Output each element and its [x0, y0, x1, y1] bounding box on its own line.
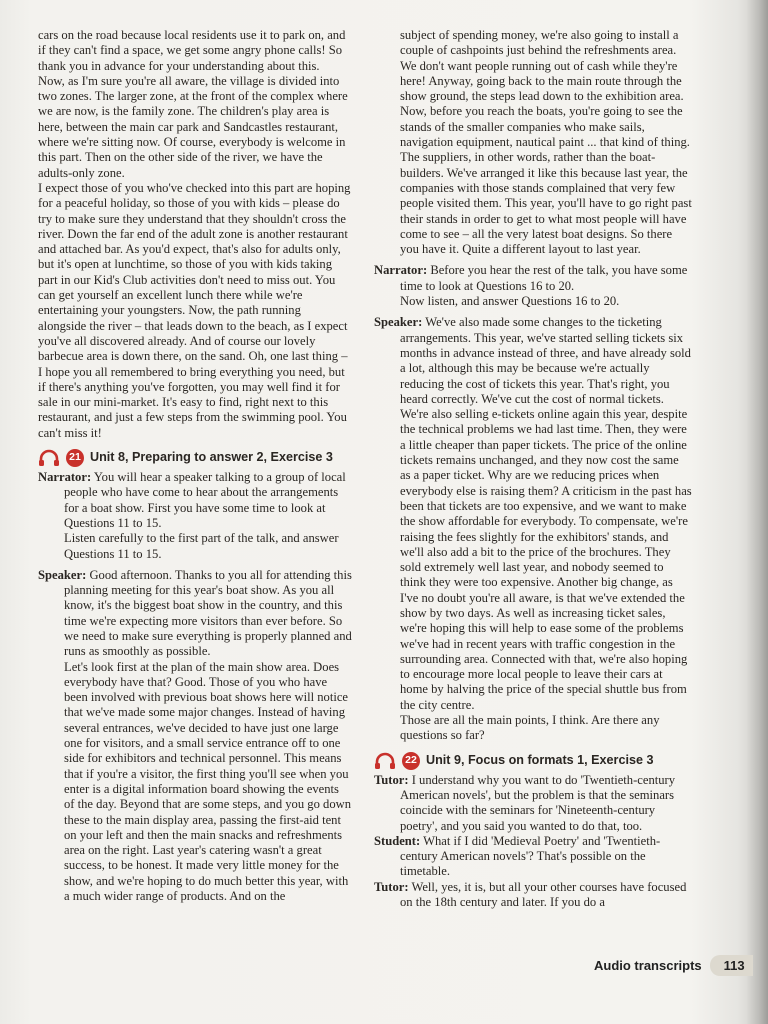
turn-text: Before you hear the rest of the talk, you have some time to look at Questions 16 to 20. — [400, 263, 688, 293]
turn-text: You will hear a speaker talking to a group of local people who have come to hear about the arrangements for a boat show. First you have some time to look at Questions 11 to 15. — [64, 470, 346, 530]
track-number-badge: 21 — [66, 449, 84, 467]
speaker-label: Speaker: — [38, 567, 87, 582]
speaker-turn-continued: subject of spending money, we're also going to install a couple of cashpoints just behind the refreshments area. We don't want people running out of cash while they're here! Anyway, going back to the main route through the show ground, the steps lead down to the exhibition area. Now, before you reach the boats, you're going to see the stands of the smaller companies who make sails, navigation equipment, nautical paint ... that kind of thing. The suppliers, in other words, rather than the boat-builders. We've arranged it like this because last year, the companies with those stands complained that very few people visited them. This year, you'll have to go right past their stands in order to get to what most people will have come to see – all the very latest boat designs. So there you have it. Quite a different layout to last year. — [400, 28, 692, 257]
page-number: 113 — [710, 955, 753, 976]
narrator-turn — [374, 263, 692, 294]
headphones-icon — [38, 449, 60, 467]
right-column — [374, 28, 692, 910]
turn-text: What if I did 'Medieval Poetry' and 'Twentieth-century American novels'? That's possible on the timetable. — [400, 833, 661, 879]
section-heading-22 — [374, 752, 692, 770]
speaker-label: Tutor: — [374, 772, 409, 787]
narrator-turn-continued: Now listen, and answer Questions 16 to 20. — [400, 294, 620, 309]
turn-text: Good afternoon. Thanks to you all for attending this planning meeting for this year's boat show. As you all know, it's the biggest boat show in the country, and this time we're expecting more visitors than ever before. So we need to make sure everything is properly planned and runs as smoothly as possible. — [64, 567, 352, 659]
speaker-label: Narrator: — [38, 470, 92, 485]
headphones-icon — [374, 752, 396, 770]
tutor-turn — [374, 773, 692, 834]
section-heading-21 — [38, 449, 352, 467]
binding-shadow — [746, 0, 768, 1024]
speaker-turn-continued: Let's look first at the plan of the main show area. Does everybody have that? Good. Those of you who have been involved with previous boat shows here will notice that we've made some major changes. Instead of having several entrances, we've decided to have just one large one for visitors, and a small service entrance off to one side for exhibitors and technical personnel. This means that if you're a visitor, the first thing you'll see when you enter is a digital information board showing the events of the day. Beyond that are some steps, and you go down these to the main display area, passing the first-aid tent on your left and then the main snacks and refreshments area on the right. Last year's catering wasn't a great success, to be honest. It made very little money for the show, and we're hoping to do much better this year, with a much wider range of products. And on the — [64, 659, 352, 904]
track-number-badge: 22 — [402, 752, 420, 770]
narrator-turn-continued: Listen carefully to the first part of the talk, and answer Questions 11 to 15. — [64, 531, 339, 561]
turn-text: Well, yes, it is, but all your other courses have focused on the 18th century and later. If you do a — [400, 879, 687, 910]
narrator-turn — [38, 470, 352, 531]
speaker-label: Speaker: — [374, 315, 423, 330]
speaker-label: Narrator: — [374, 263, 428, 278]
paragraph: I expect those of you who've checked into this part are hoping for a peaceful holiday, so those of you with kids – please do try to make sure they understand that they shouldn't cross the river. Down the far end of the adult zone is another restaurant and attached bar. As you'd expect, that's also for adults only, but it's open at lunchtime, so those of you with kids taking part in our Kid's Club activities don't need to miss out. You can get yourself an excellent lunch there while we're entertaining your youngsters. Now, the path running alongside the river – that leads down to the beach, as I expect you've all discovered already. And of course our lovely barbecue area is down there, on the sand. Oh, one last thing – I hope you all remembered to bring everything you need, but if there's anything you've forgotten, you may well find it for sale in our mini-market. It's easy to find, right next to this restaurant, and just a few steps from the swimming pool. You can't miss it! — [38, 180, 351, 440]
speaker-label: Tutor: — [374, 879, 409, 894]
section-title: Unit 9, Focus on formats 1, Exercise 3 — [426, 753, 654, 767]
paragraph: Now, as I'm sure you're all aware, the village is divided into two zones. The larger zone, at the front of the complex where we are now, is the family zone. The children's play area is here, between the main car park and Sandcastles restaurant, where we're sitting now. Of course, everybody is welcome in this part. Then on the other side of the river, we have the adults-only zone. — [38, 73, 348, 180]
section-title: Unit 8, Preparing to answer 2, Exercise 3 — [90, 450, 333, 465]
left-column — [38, 28, 352, 904]
footer-title: Audio transcripts — [594, 958, 702, 973]
speaker-turn — [374, 315, 692, 713]
student-turn — [374, 834, 692, 880]
paragraph: cars on the road because local residents use it to park on, and if they can't find a space, we get some angry phone calls! So thank you in advance for your understanding about this. — [38, 28, 346, 73]
page-footer — [594, 955, 753, 976]
speaker-label: Student: — [374, 833, 421, 848]
turn-text: We've also made some changes to the ticketing arrangements. This year, we've started selling tickets six months in advance instead of three, and have already sold a lot, although this may be because we're actually reducing the cost of tickets this year. That's right, you heard correctly. We've cut the cost of normal tickets. We're also selling e-tickets online again this year, despite the technical problems we had last time. Then, they were a little cheaper than paper tickets. The price of the online tickets remains unchanged, and they now cost the same as a paper ticket. Why are we reducing prices when everybody else is raising them? A criticism in the past has been that tickets are too expensive, and we want to make the show affordable for everybody. To compensate, we're raising the fees slightly for the exhibitors' stands, and we'll also add a bit to the price of the brochures. They sold extremely well last year, and nobody seemed to think they were too expensive. Another big change, as I've no doubt you're all aware, is that we've extended the show by two days. As well as increasing ticket sales, we're hoping this will help to ease some of the problems we've had in recent years with traffic congestion in the surrounding area. Connected with that, we're also hoping to encourage more local people to leave their cars at home by halving the price of the special shuttle bus from the city centre. — [400, 315, 692, 712]
tutor-turn — [374, 880, 692, 911]
speaker-turn-continued: Those are all the main points, I think. Are there any questions so far? — [400, 713, 660, 743]
speaker-turn — [38, 568, 352, 660]
turn-text: I understand why you want to do 'Twentieth-century American novels', but the problem is that the seminars coincide with the seminars for 'Nineteenth-century poetry', and you said you wanted to do that, too. — [400, 772, 676, 833]
